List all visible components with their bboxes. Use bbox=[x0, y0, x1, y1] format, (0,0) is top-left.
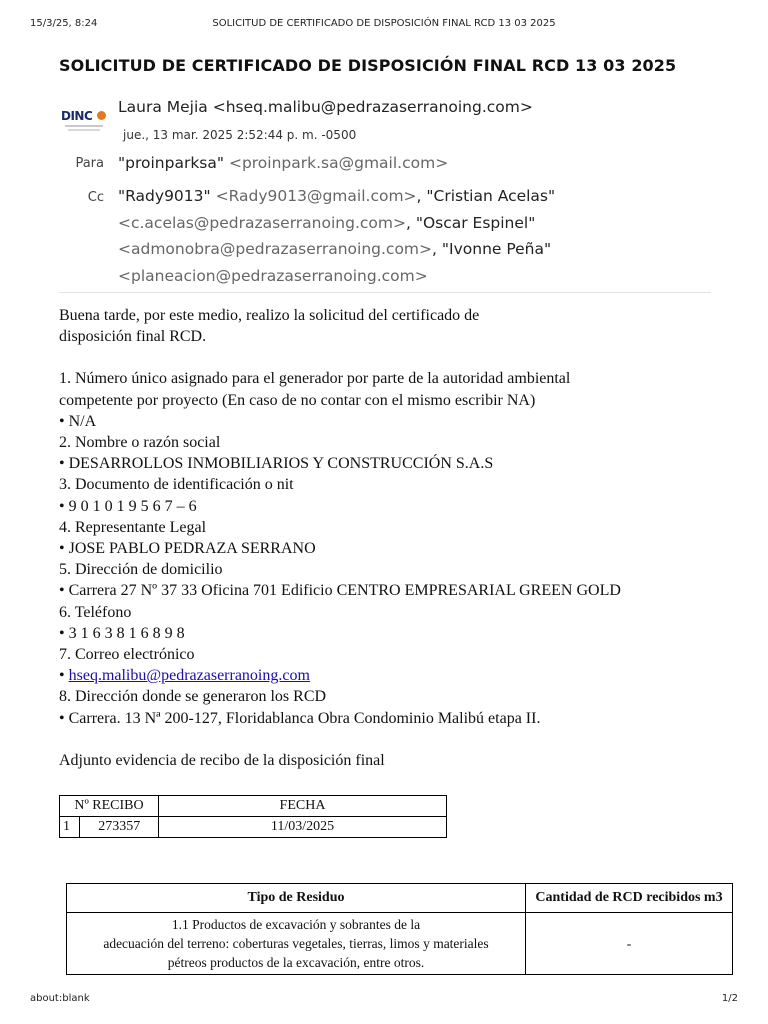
email-subject: SOLICITUD DE CERTIFICADO DE DISPOSICIÓN FINAL RCD 13 03 2025 bbox=[59, 56, 677, 75]
paragraph-gap bbox=[59, 729, 749, 750]
sender-from: Laura Mejia <hseq.malibu@pedrazaserranoing.com> bbox=[118, 98, 533, 116]
question-3: 3. Documento de identificación o nit bbox=[59, 476, 294, 494]
question-6: 6. Teléfono bbox=[59, 603, 132, 621]
answer-2: • DESARROLLOS INMOBILIARIOS Y CONSTRUCCIÓN S.A.S bbox=[59, 455, 494, 473]
to-email: <proinpark.sa@gmail.com> bbox=[228, 154, 449, 172]
waste-line-1: 1.1 Productos de excavación y sobrantes de la bbox=[171, 917, 421, 932]
question-8: 8. Dirección donde se generaron los RCD bbox=[59, 688, 327, 706]
cc-name-rady: "Rady9013" bbox=[118, 187, 211, 205]
to-label: Para bbox=[75, 156, 104, 171]
question-2: 2. Nombre o razón social bbox=[59, 434, 221, 452]
print-datetime: 15/3/25, 8:24 bbox=[30, 18, 98, 29]
cc-recipients bbox=[118, 183, 555, 289]
answer-4: • JOSE PABLO PEDRAZA SERRANO bbox=[59, 540, 316, 558]
cc-name-ivonne: , "Ivonne Peña" bbox=[432, 240, 552, 258]
table-row bbox=[60, 817, 447, 838]
cc-name-cristian: , "Cristian Acelas" bbox=[416, 187, 556, 205]
header-fecha: FECHA bbox=[159, 796, 447, 817]
header-divider bbox=[59, 292, 711, 293]
answer-6: • 3 1 6 3 8 1 6 8 9 8 bbox=[59, 624, 185, 642]
sent-date: jue., 13 mar. 2025 2:52:44 p. m. -0500 bbox=[123, 128, 357, 142]
waste-quantity: - bbox=[526, 913, 733, 975]
answer-5: • Carrera 27 Nº 37 33 Oficina 701 Edificio CENTRO EMPRESARIAL GREEN GOLD bbox=[59, 582, 621, 600]
logo-text: DINC bbox=[61, 109, 93, 123]
answer-8: • Carrera. 13 Nª 200-127, Floridablanca Obra Condominio Malibú etapa II. bbox=[59, 709, 541, 727]
question-1a: 1. Número único asignado para el generador por parte de la autoridad ambiental bbox=[59, 370, 571, 388]
cc-name-oscar: , "Oscar Espinel" bbox=[405, 213, 536, 232]
print-title: SOLICITUD DE CERTIFICADO DE DISPOSICIÓN FINAL RCD 13 03 2025 bbox=[212, 18, 556, 29]
page-url: about:blank bbox=[30, 993, 90, 1004]
table-header-row bbox=[67, 884, 733, 913]
answer-7-bullet: • bbox=[59, 667, 69, 685]
question-5: 5. Dirección de domicilio bbox=[59, 561, 223, 579]
header-tipo-residuo: Tipo de Residuo bbox=[67, 884, 526, 913]
page-number: 1/2 bbox=[721, 993, 738, 1004]
waste-table bbox=[66, 883, 733, 975]
answer-3: • 9 0 1 0 1 9 5 6 7 – 6 bbox=[59, 497, 197, 515]
email-body bbox=[59, 305, 749, 771]
question-7: 7. Correo electrónico bbox=[59, 646, 195, 664]
to-recipient bbox=[118, 150, 448, 177]
recibo-date: 11/03/2025 bbox=[159, 817, 447, 838]
waste-line-2: adecuación del terreno: coberturas vegetales, tierras, limos y materiales bbox=[103, 936, 489, 951]
recibo-number: 273357 bbox=[80, 817, 159, 838]
question-1b: competente por proyecto (En caso de no contar con el mismo escribir NA) bbox=[59, 391, 536, 409]
cc-label: Cc bbox=[87, 190, 104, 205]
answer-7 bbox=[59, 665, 749, 686]
waste-description bbox=[67, 913, 526, 975]
row-index: 1 bbox=[60, 817, 80, 838]
answer-1: • N/A bbox=[59, 412, 97, 430]
cc-email-oscar: <admonobra@pedrazaserranoing.com> bbox=[118, 240, 433, 258]
attachment-note: Adjunto evidencia de recibo de la disposición final bbox=[59, 751, 385, 769]
intro-line-2: disposición final RCD. bbox=[59, 328, 207, 346]
receipt-table bbox=[59, 795, 447, 838]
waste-line-3: pétreos productos de la excavación, entre otros. bbox=[167, 955, 425, 970]
sender-logo bbox=[59, 106, 109, 136]
table-header-row bbox=[60, 796, 447, 817]
logo-tagline-line-2 bbox=[68, 129, 100, 131]
header-recibo: Nº RECIBO bbox=[60, 796, 159, 817]
paragraph-gap bbox=[59, 347, 749, 368]
table-row bbox=[67, 913, 733, 975]
intro-line-1: Buena tarde, por este medio, realizo la solicitud del certificado de bbox=[59, 307, 480, 324]
cc-email-cristian: <c.acelas@pedrazaserranoing.com> bbox=[118, 213, 406, 232]
email-link[interactable]: hseq.malibu@pedrazaserranoing.com bbox=[68, 667, 310, 685]
question-4: 4. Representante Legal bbox=[59, 518, 207, 536]
header-cantidad: Cantidad de RCD recibidos m3 bbox=[526, 884, 733, 913]
to-name: "proinparksa" bbox=[118, 154, 225, 172]
cc-email-rady: <Rady9013@gmail.com> bbox=[215, 187, 417, 205]
logo-dot-icon bbox=[97, 111, 106, 120]
logo-tagline-line bbox=[65, 125, 103, 127]
cc-email-ivonne: <planeacion@pedrazaserranoing.com> bbox=[118, 266, 428, 285]
